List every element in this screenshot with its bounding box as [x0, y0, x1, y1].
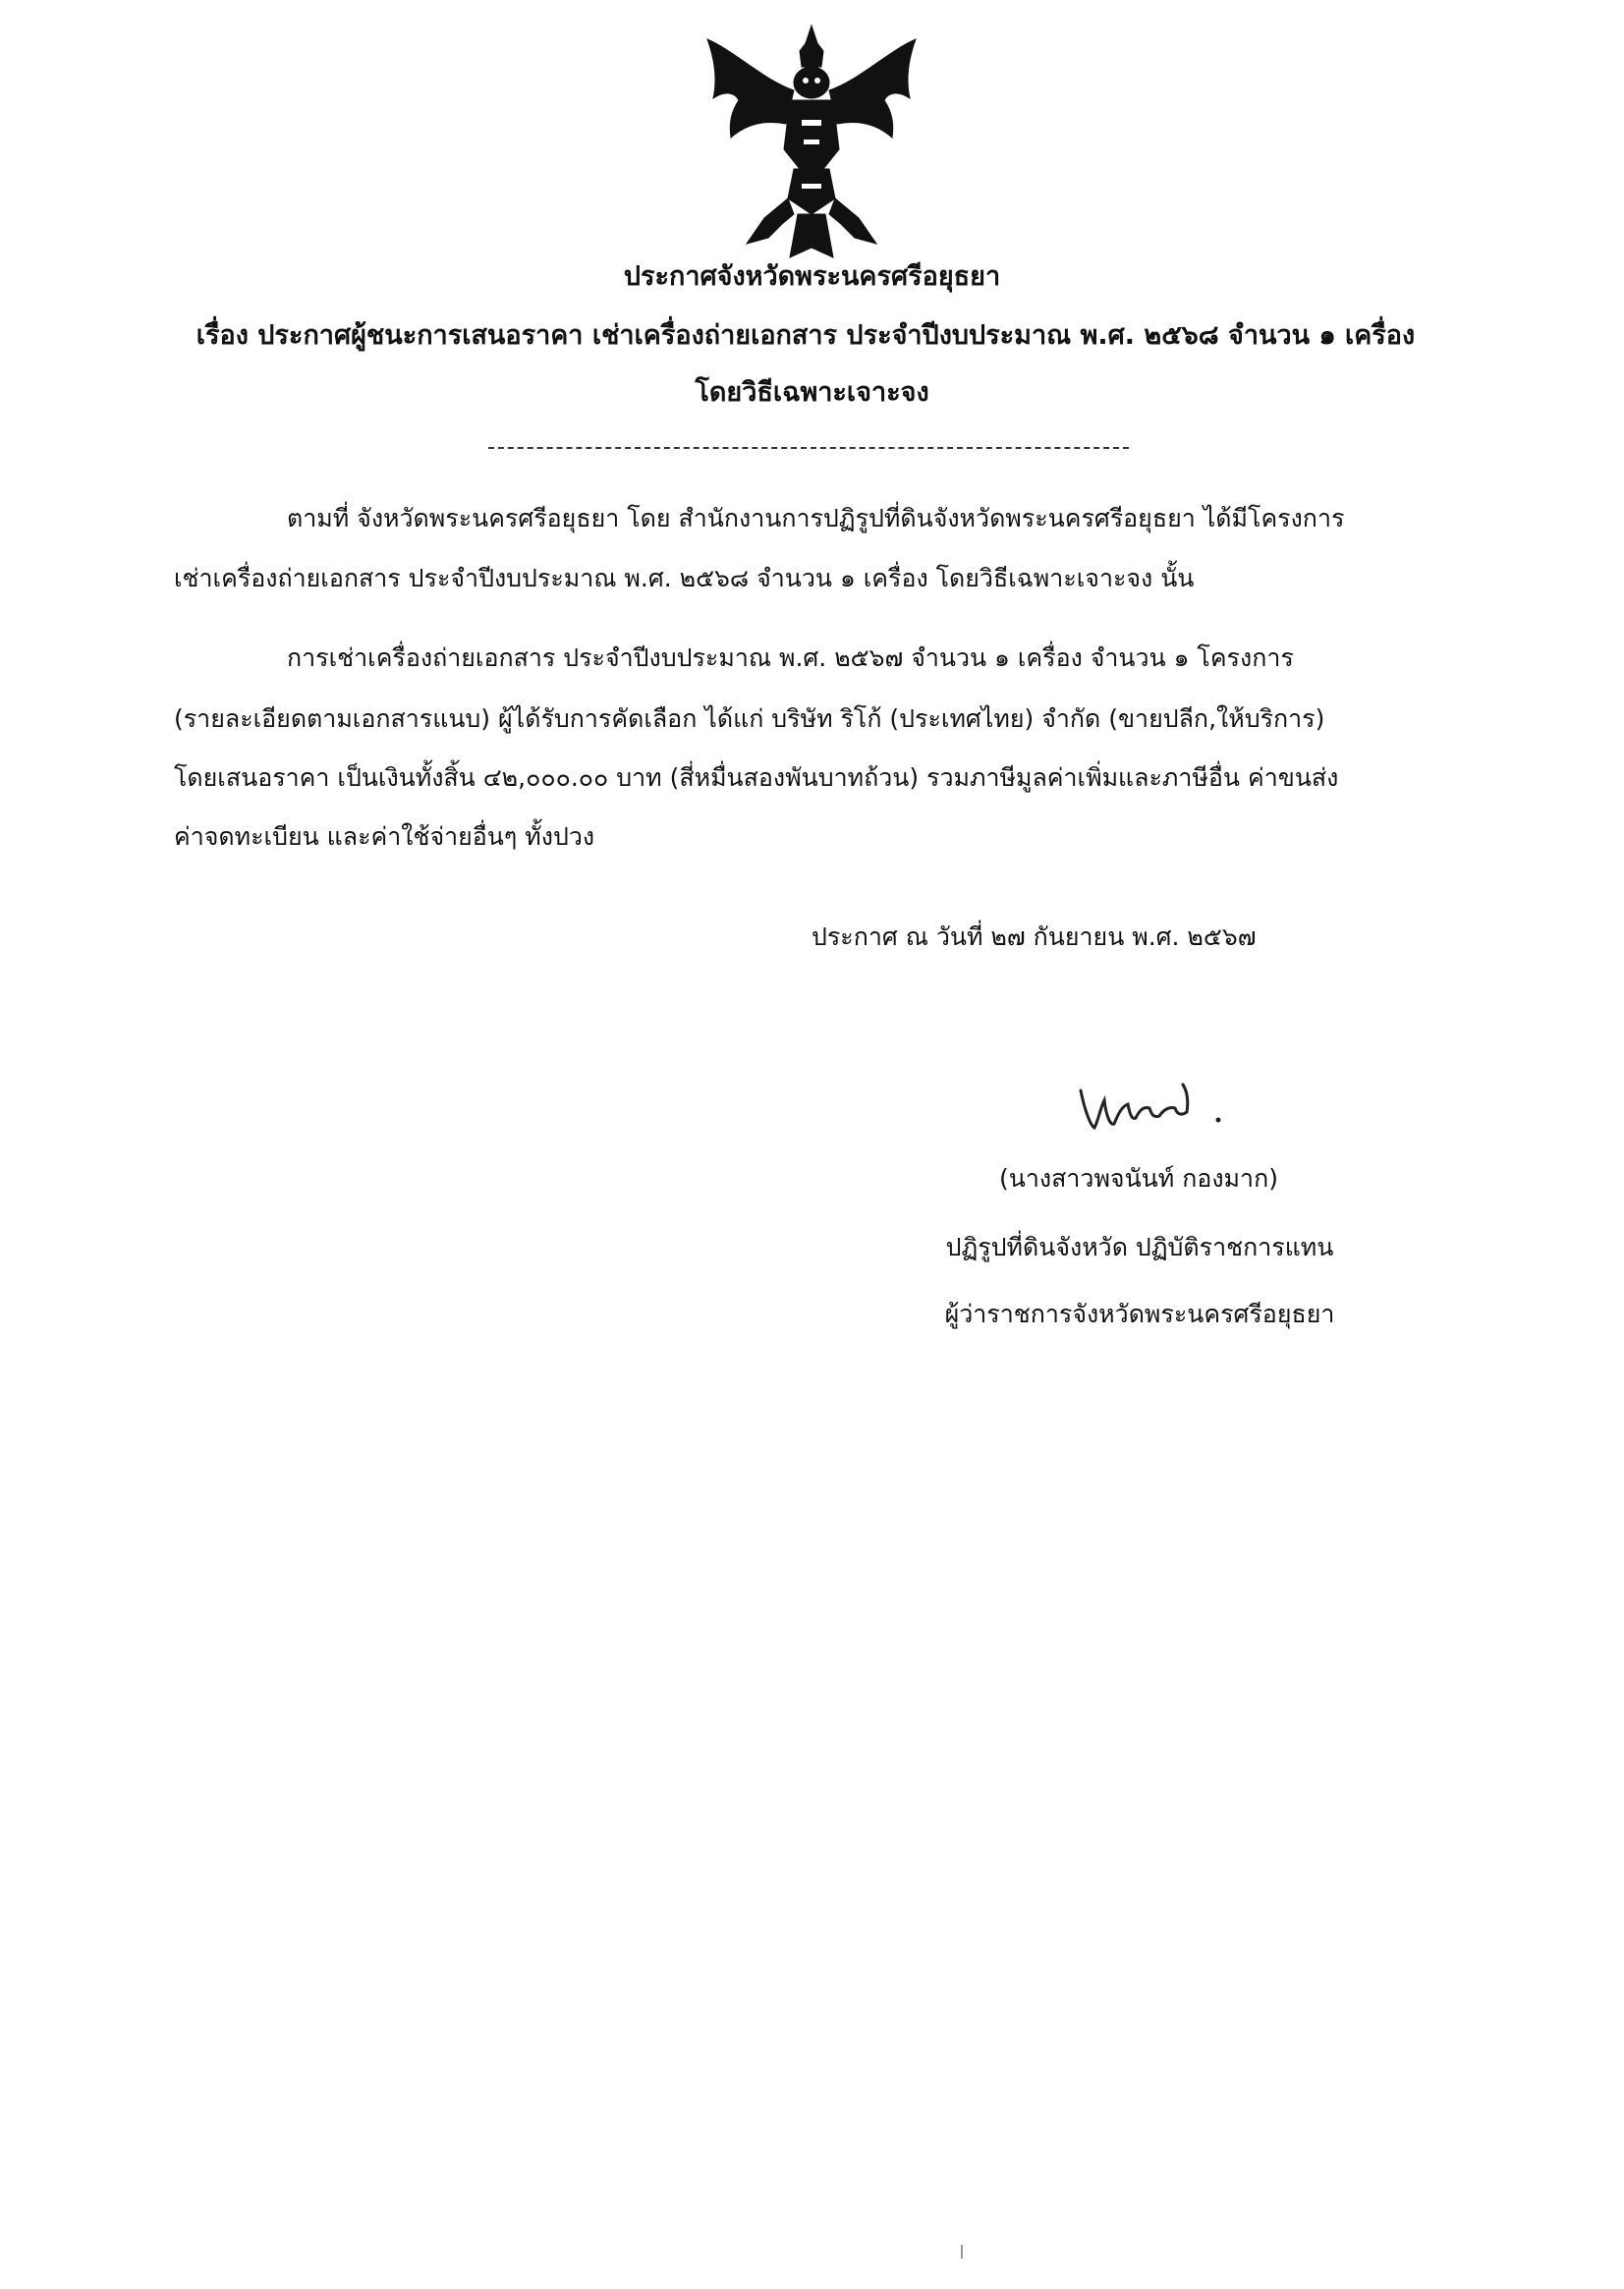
garuda-emblem-icon [696, 22, 927, 265]
signer-position-2: ผู้ว่าราชการจังหวัดพระนครศรีอยุธยา [944, 1300, 1335, 1328]
paragraph-2-line-3: โดยเสนอราคา เป็นเงินทั้งสิ้น ๔๒,๐๐๐.๐๐ บาท (สี่หมื่นสองพันบาทถ้วน) รวมภาษีมูลค่าเพิ่มและภาษีอื่น ค่าขนส่ง [174, 763, 1339, 792]
signer-name: (นางสาวพจนันท์ กองมาก) [999, 1164, 1278, 1193]
paragraph-2-line-1: การเช่าเครื่องถ่ายเอกสาร ประจำปีงบประมาณ พ.ศ. ๒๕๖๗ จำนวน ๑ เครื่อง จำนวน ๑ โครงการ [287, 643, 1294, 672]
paragraph-1-line-1: ตามที่ จังหวัดพระนครศรีอยุธยา โดย สำนักงานการปฏิรูปที่ดินจังหวัดพระนครศรีอยุธยา ได้มีโครงการ [287, 504, 1345, 532]
signer-position-1: ปฏิรูปที่ดินจังหวัด ปฏิบัติราชการแทน [945, 1233, 1334, 1261]
handwritten-signature [1071, 1071, 1258, 1140]
title-divider [488, 447, 1129, 449]
announcement-subject: เรื่อง ประกาศผู้ชนะการเสนอราคา เช่าเครื่องถ่ายเอกสาร ประจำปีงบประมาณ พ.ศ. ๒๕๖๘ จำนวน ๑ เครื่อง [196, 320, 1416, 351]
announcement-date: ประกาศ ณ วันที่ ๒๗ กันยายน พ.ศ. ๒๕๖๗ [812, 922, 1257, 951]
announcement-title: ประกาศจังหวัดพระนครศรีอยุธยา [623, 261, 1001, 292]
paragraph-1-line-2: เช่าเครื่องถ่ายเอกสาร ประจำปีงบประมาณ พ.ศ. ๒๕๖๘ จำนวน ๑ เครื่อง โดยวิธีเฉพาะเจาะจง นั้น [174, 564, 1195, 592]
paragraph-2-line-4: ค่าจดทะเบียน และค่าใช้จ่ายอื่นๆ ทั้งปวง [174, 822, 595, 851]
paragraph-2-line-2: (รายละเอียดตามเอกสารแนบ) ผู้ได้รับการคัดเลือก ได้แก่ บริษัท ริโก้ (ประเทศไทย) จำกัด (ขายปลีก,ให้บริการ) [174, 704, 1325, 733]
announcement-method: โดยวิธีเฉพาะเจาะจง [695, 377, 929, 408]
page-mark [961, 2245, 963, 2259]
